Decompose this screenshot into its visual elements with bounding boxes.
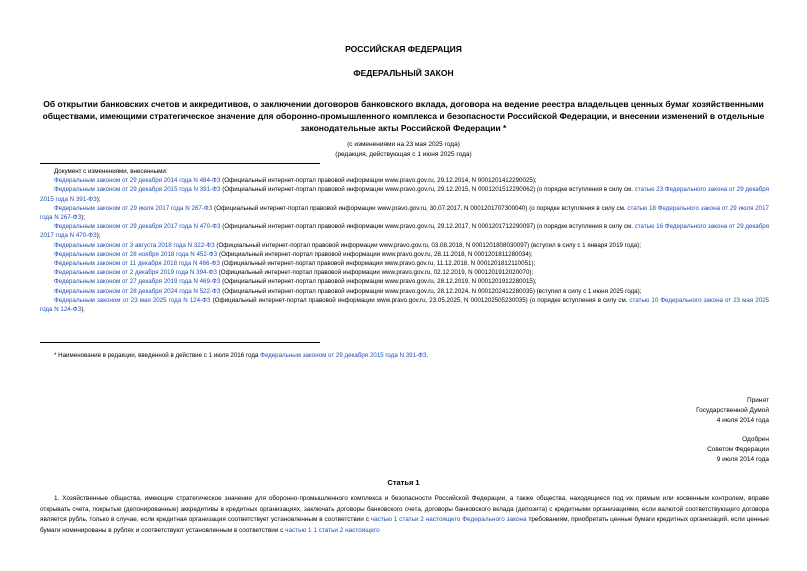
amendment-text-end: ); — [96, 232, 101, 240]
amendment-text-end: ); — [96, 195, 101, 203]
amendment-item — [40, 287, 769, 296]
footnote-end: . — [426, 352, 429, 359]
article-paragraph-1 — [40, 494, 769, 536]
amendment-text: (Официальный интернет-портал правовой информации www.pravo.gov.ru, 02.12.2019, N 0001201912020070); — [216, 269, 534, 277]
law-type-heading: ФЕДЕРАЛЬНЫЙ ЗАКОН — [353, 68, 454, 78]
amendment-law-link[interactable]: Федеральным законом от 23 мая 2025 года N 124-ФЗ — [54, 296, 211, 304]
amendment-law-link[interactable]: Федеральным законом от 29 декабря 2017 года N 470-ФЗ — [54, 223, 221, 231]
amendment-law-link[interactable]: Федеральным законом от 11 декабря 2018 года N 466-ФЗ — [54, 260, 220, 268]
paragraph-text: требованиям, приобретать ценные бумаги кредитных организаций, если ценные бумаги номинированы в рублях и соответствуют установленным в соответствии с — [40, 516, 769, 534]
amendments-list — [40, 167, 769, 314]
amendment-item — [40, 204, 769, 222]
duma-adoption — [569, 396, 769, 426]
amendment-text-end: ). — [81, 306, 85, 314]
amendment-item — [40, 277, 769, 286]
part1-article2-link[interactable]: частью 1 статьи 2 настоящего Федерального закона — [370, 516, 527, 523]
amendment-item — [40, 241, 769, 250]
amendment-law-link[interactable]: Федеральным законом от 3 августа 2018 года N 322-ФЗ — [54, 241, 215, 249]
law-title: Об открытии банковских счетов и аккредитивов, о заключении договоров банковского вклада, договора на ведение реестра владельцев ценных бумаг хозяйственными обществами, имеющими стратегическое значение для оборонно-промышленного комплекса и безопасности Российской Федерации, и внесении изменений в отдельные законодательные акты Российской Федерации * — [42, 99, 765, 133]
part1-1-article2-link[interactable]: частью 1 1 статьи 2 настоящего — [285, 526, 380, 534]
footnote-text: * Наименование в редакции, введенной в действие с 1 июля 2016 года — [54, 352, 261, 359]
amendment-text: (Официальный интернет-портал правовой информации www.pravo.gov.ru, 29.12.2017, N 0001201712290097) (о порядке вступления в силу см. — [220, 223, 635, 231]
amendment-text: (Официальный интернет-портал правовой информации www.pravo.gov.ru, 29.12.2015, N 0001201512290062) (о порядке вступления в силу см. — [220, 186, 635, 194]
footnote-link[interactable]: Федеральным законом от 29 декабря 2015 года N 391-ФЗ — [260, 352, 427, 359]
amendment-law-link[interactable]: Федеральным законом от 29 декабря 2014 года N 484-ФЗ — [54, 177, 221, 185]
approved-label: Одобрен — [742, 436, 769, 443]
amendment-item — [40, 185, 769, 203]
edition-note: (редакция, действующая с 1 июня 2025 года) — [335, 151, 472, 158]
amendment-law-link[interactable]: Федеральным законом от 29 декабря 2015 года N 391-ФЗ — [54, 186, 221, 194]
amendment-article-link[interactable]: статью 16 Федерального закона от 29 декабря 2017 года N 470-ФЗ — [40, 223, 769, 240]
amendment-article-link[interactable]: статью 23 Федерального закона от 29 декабря 2015 года N 391-ФЗ — [40, 186, 769, 203]
amendment-law-link[interactable]: Федеральным законом от 28 ноября 2018 года N 452-ФЗ — [54, 250, 218, 258]
amendment-article-link[interactable]: статью 18 Федерального закона от 29 июля 2017 года N 267-ФЗ — [40, 204, 769, 222]
amendment-item — [40, 296, 769, 314]
amendment-item — [40, 259, 769, 268]
amendment-text: (Официальный интернет-портал правовой информации www.pravo.gov.ru, 23.05.2025, N 0001202505230035) (о порядке вступления в силу см. — [210, 296, 630, 304]
amendment-law-link[interactable]: Федеральным законом от 2 декабря 2019 года N 394-ФЗ — [54, 269, 217, 277]
amendment-item — [40, 222, 769, 240]
amendment-law-link[interactable]: Федеральным законом от 29 июля 2017 года N 267-ФЗ — [54, 204, 213, 212]
country-heading: РОССИЙСКАЯ ФЕДЕРАЦИЯ — [345, 44, 462, 54]
amendment-text: (Официальный интернет-портал правовой информации www.pravo.gov.ru, 28.12.2024, N 0001202412280035) (вступил в силу с 1 июня 2025 года); — [220, 287, 642, 295]
duma-date: 4 июля 2014 года — [716, 417, 769, 424]
footnote — [40, 351, 769, 360]
amendment-law-link[interactable]: Федеральным законом от 28 декабря 2024 года N 522-ФЗ — [54, 287, 221, 295]
duma-label: Государственной Думой — [696, 407, 769, 414]
amendment-text: (Официальный интернет-портал правовой информации www.pravo.gov.ru, 11.12.2018, N 0001201812110051); — [219, 260, 536, 268]
amendment-item — [40, 176, 769, 185]
divider-bottom — [40, 342, 320, 343]
amendments-intro: Документ с изменениями, внесенными: — [54, 168, 168, 175]
changes-note: (с изменениями на 23 мая 2025 года) — [347, 141, 460, 148]
council-approval — [569, 435, 769, 465]
council-date: 9 июля 2014 года — [716, 456, 769, 463]
amendment-law-link[interactable]: Федеральным законом от 27 декабря 2019 года N 469-ФЗ — [54, 278, 221, 286]
amendment-text-end: ); — [81, 214, 85, 222]
amendment-text: (Официальный интернет-портал правовой информации www.pravo.gov.ru, 28.12.2019, N 0001201912280015); — [220, 278, 537, 286]
divider-top — [40, 163, 320, 164]
amendment-text: (Официальный интернет-портал правовой информации www.pravo.gov.ru, 03.08.2018, N 0001201808030097) (вступил в силу с 1 января 2019 года); — [214, 241, 641, 249]
amendment-item — [40, 268, 769, 277]
council-label: Советом Федерации — [707, 446, 769, 453]
adopted-label: Принят — [746, 397, 769, 404]
amendment-text: (Официальный интернет-портал правовой информации www.pravo.gov.ru, 29.12.2014, N 0001201412290025); — [220, 177, 537, 185]
article-body — [40, 494, 769, 536]
amendment-text: (Официальный интернет-портал правовой информации www.pravo.gov.ru, 30.07.2017, N 0001201707300040) (о порядке вступления в силу см. — [212, 204, 628, 212]
article-heading: Статья 1 — [387, 478, 420, 487]
amendment-article-link[interactable]: статью 10 Федерального закона от 23 мая 2025 года N 124-ФЗ — [40, 296, 769, 314]
amendment-text: (Официальный интернет-портал правовой информации www.pravo.gov.ru, 28.11.2018, N 0001201811280034); — [217, 250, 533, 258]
amendment-item — [40, 250, 769, 259]
paragraph-text: 1. Хозяйственные общества, имеющие стратегическое значение для оборонно-промышленного комплекса и безопасности Российской Федерации, а также общества, находящиеся под их прямым или косвенным контролем, вправе открывать счета, покрытые (депонированные) аккредитивы в кредитных организациях, заключать договоры банковского счета, договоры банковского вклада (депозита) с кредитными организациями, если валютой соответствующего договора является рубль, только в случае, если кредитная организация соответствует установленным в соответствии с — [40, 495, 769, 523]
